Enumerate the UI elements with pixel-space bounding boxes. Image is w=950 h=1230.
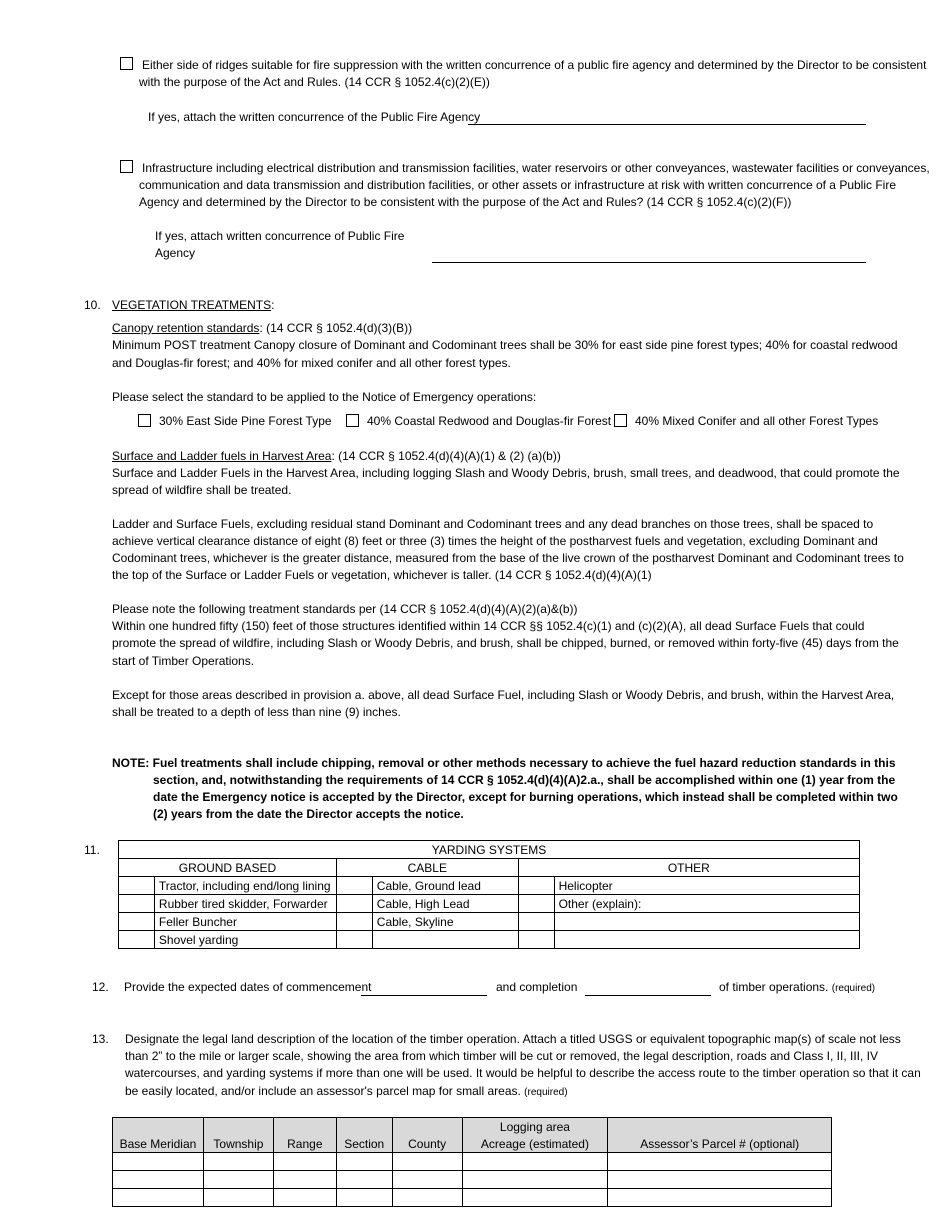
legal-table-top-row: [113, 1118, 832, 1136]
ladder-line-4: the top of the Surface or Ladder Fuels or vegetation, whichever is taller. (14 CCR § 1052.4(d)(4)(A)(1): [112, 568, 652, 582]
option-coastal-redwood-label: 40% Coastal Redwood and Douglas-fir Forest: [367, 414, 612, 428]
table-row: [113, 1189, 832, 1207]
cable-check-cell[interactable]: [336, 877, 372, 895]
bold-note-line-1: NOTE: Fuel treatments shall include chipping, removal or other methods necessary to achieve the fuel hazard reduction standards in this: [112, 756, 896, 770]
ridges-text: Either side of ridges suitable for fire suppression with the written concurrence of a public fire agency and determined by the Director to be consistent: [142, 58, 927, 72]
treatment-note-line-3: promote the spread of wildfire, including Slash or Woody Debris, and brush, shall be chipped, burned, or removed within forty-five (45) days from the: [112, 636, 899, 650]
canopy-line-2: and Douglas-fir forest; and 40% for mixed conifer and all other forest types.: [112, 356, 511, 370]
bold-note-line-4: (2) years from the date the Director accepts the notice.: [153, 807, 464, 821]
treatment-note-line-2: Within one hundred fifty (150) feet of those structures identified within 14 CCR §§ 1052.4(c)(1) and (c)(2)(A), all dead Surface Fuels that could: [112, 619, 865, 633]
infrastructure-attach-label-1: If yes, attach written concurrence of Public Fire: [155, 229, 405, 243]
cable-label: Cable, High Lead: [372, 895, 518, 913]
canopy-heading: Canopy retention standards: [112, 321, 260, 335]
canopy-line-1: Minimum POST treatment Canopy closure of Dominant and Codominant trees shall be 30% for east side pine forest types; 40% for coastal redwood: [112, 338, 898, 352]
yarding-systems-table: [118, 840, 860, 949]
yarding-title-row: [119, 841, 860, 859]
ground-label: Feller Buncher: [154, 913, 336, 931]
legal-description-table: [112, 1117, 832, 1207]
other-label[interactable]: Other (explain):: [554, 895, 859, 913]
section-10-number: 10.: [84, 298, 101, 312]
table-row: [119, 913, 860, 931]
ladder-line-2: achieve vertical clearance distance of eight (8) feet or three (3) times the height of the postharvest fuels and vegetation, excluding Dominant and: [112, 534, 878, 548]
other-label[interactable]: [554, 913, 859, 931]
option-east-side-pine-checkbox[interactable]: [138, 414, 151, 427]
header-township: Township: [203, 1135, 273, 1153]
section-10-title-wrap: [112, 297, 274, 315]
other-label: Helicopter: [554, 877, 859, 895]
section-13-number: 13.: [92, 1032, 109, 1046]
section-13-required: (required): [524, 1087, 568, 1098]
section-12-required: (required): [831, 983, 876, 994]
section-13-line-3: watercourses, and yarding systems if more than one will be used. It would be helpful to describe the access route to the timber operation so that it can: [125, 1066, 921, 1080]
section-13-line-4: be easily located, and/or include an assessor's parcel map for small areas.: [125, 1084, 521, 1098]
ridges-text-2: with the purpose of the Act and Rules. (14 CCR § 1052.4(c)(2)(E)): [139, 75, 490, 89]
yarding-header-row: [119, 859, 860, 877]
header-section: Section: [336, 1135, 392, 1153]
select-prompt: Please select the standard to be applied to the Notice of Emergency operations:: [112, 390, 537, 404]
cable-label: [372, 931, 518, 949]
header-acreage: Acreage (estimated): [462, 1135, 608, 1153]
yarding-header-ground: GROUND BASED: [119, 859, 337, 877]
section-11-number: 11.: [84, 843, 100, 857]
ladder-line-3: Codominant trees, whichever is the greater distance, measured from the base of the live crown of the postharvest Dominant and Codominant trees to: [112, 551, 904, 565]
yarding-title: YARDING SYSTEMS: [119, 841, 860, 859]
infrastructure-attach-field[interactable]: [432, 262, 866, 263]
infrastructure-line-3: Agency and determined by the Director to be consistent with the purpose of the Act and Rules? (14 CCR § 1052.4(c)(2)(F)): [139, 195, 792, 209]
other-check-cell[interactable]: [518, 877, 554, 895]
table-row: [119, 931, 860, 949]
header-range: Range: [273, 1135, 336, 1153]
infrastructure-attach-label-2: Agency: [155, 246, 196, 260]
ridges-checkbox[interactable]: [120, 57, 133, 70]
ground-check-cell[interactable]: [119, 877, 155, 895]
surface-line-1: Surface and Ladder Fuels in the Harvest Area, including logging Slash and Woody Debris, brush, small trees, and deadwood, that could promote the: [112, 466, 900, 480]
ground-check-cell[interactable]: [119, 913, 155, 931]
bold-note-line-2: section, and, notwithstanding the requirements of 14 CCR § 1052.4(d)(4)(A)2.a., shall be accomplished within one (1) year from the: [153, 773, 896, 787]
canopy-ref: : (14 CCR § 1052.4(d)(3)(B)): [259, 321, 413, 335]
section-12-text-end: of timber operations.: [719, 980, 829, 994]
except-line-2: shall be treated to a depth of less than nine (9) inches.: [112, 705, 401, 719]
section-10-title-colon: :: [271, 298, 275, 312]
bold-note-line-3: date the Emergency notice is accepted by the Director, except for burning operations, which instead shall be completed within two: [153, 790, 898, 804]
other-check-cell[interactable]: [518, 895, 554, 913]
completion-date-field[interactable]: [585, 995, 711, 996]
ground-label: Shovel yarding: [154, 931, 336, 949]
header-base-meridian: Base Meridian: [113, 1135, 204, 1153]
other-check-cell[interactable]: [518, 931, 554, 949]
infrastructure-line-1: Infrastructure including electrical distribution and transmission facilities, water reservoirs or other conveyances, wastewater facilities or conveyances,: [142, 161, 930, 175]
except-line-1: Except for those areas described in provision a. above, all dead Surface Fuel, including Slash or Woody Debris, and brush, within the Harvest Area,: [112, 688, 895, 702]
section-10-title: VEGETATION TREATMENTS: [112, 298, 272, 312]
section-12-number: 12.: [92, 980, 109, 994]
surface-heading-wrap: [112, 448, 561, 466]
legal-table-header-row: [113, 1135, 832, 1153]
header-county: County: [392, 1135, 462, 1153]
ground-label: Rubber tired skidder, Forwarder: [154, 895, 336, 913]
table-row: [119, 877, 860, 895]
table-row: [119, 895, 860, 913]
section-13-line-2: than 2” to the mile or larger scale, showing the area from which timber will be cut or removed, the legal description, roads and Class I, II, III, IV: [125, 1049, 879, 1063]
infrastructure-checkbox[interactable]: [120, 160, 133, 173]
option-mixed-conifer-label: 40% Mixed Conifer and all other Forest Types: [635, 414, 879, 428]
surface-heading: Surface and Ladder fuels in Harvest Area: [112, 449, 332, 463]
yarding-header-other: OTHER: [518, 859, 859, 877]
infrastructure-line-2: communication and data transmission and distribution facilities, or other assets or infrastructure at risk with written concurrence of a Public Fire: [139, 178, 896, 192]
section-12-text-start: Provide the expected dates of commencement: [124, 980, 372, 994]
option-coastal-redwood-checkbox[interactable]: [346, 414, 359, 427]
canopy-heading-wrap: [112, 320, 412, 338]
section-13-line-4-wrap: [125, 1083, 568, 1102]
ground-check-cell[interactable]: [119, 895, 155, 913]
ridges-attach-field[interactable]: [468, 124, 866, 125]
ridges-attach-label: If yes, attach the written concurrence of the Public Fire Agency: [148, 110, 481, 124]
cable-check-cell[interactable]: [336, 895, 372, 913]
yarding-header-cable: CABLE: [336, 859, 518, 877]
cable-label: Cable, Ground lead: [372, 877, 518, 895]
surface-ref: : (14 CCR § 1052.4(d)(4)(A)(1) & (2) (a)(b)): [331, 449, 561, 463]
treatment-note-line-1: Please note the following treatment standards per (14 CCR § 1052.4(d)(4)(A)(2)(a)&(b)): [112, 602, 578, 616]
table-row: [113, 1153, 832, 1171]
option-east-side-pine-label: 30% East Side Pine Forest Type: [159, 414, 332, 428]
ground-label: Tractor, including end/long lining: [154, 877, 336, 895]
treatment-note-line-4: start of Timber Operations.: [112, 654, 255, 668]
section-12-text-end-wrap: [719, 979, 875, 998]
cable-check-cell[interactable]: [336, 913, 372, 931]
table-row: [113, 1171, 832, 1189]
option-mixed-conifer-checkbox[interactable]: [614, 414, 627, 427]
cable-label: Cable, Skyline: [372, 913, 518, 931]
ladder-line-1: Ladder and Surface Fuels, excluding residual stand Dominant and Codominant trees and any dead branches on those trees, shall be spaced to: [112, 517, 874, 531]
cable-check-cell[interactable]: [336, 931, 372, 949]
header-parcel: Assessor’s Parcel # (optional): [608, 1135, 832, 1153]
other-check-cell[interactable]: [518, 913, 554, 931]
section-12-text-mid: and completion: [496, 980, 578, 994]
commencement-date-field[interactable]: [361, 995, 487, 996]
section-13-line-1: Designate the legal land description of the location of the timber operation. Attach a titled USGS or equivalent topographic map(s) of scale not less: [125, 1032, 901, 1046]
logging-area-label: Logging area: [462, 1118, 608, 1136]
ground-check-cell[interactable]: [119, 931, 155, 949]
other-label[interactable]: [554, 931, 859, 949]
surface-line-2: spread of wildfire shall be treated.: [112, 483, 292, 497]
